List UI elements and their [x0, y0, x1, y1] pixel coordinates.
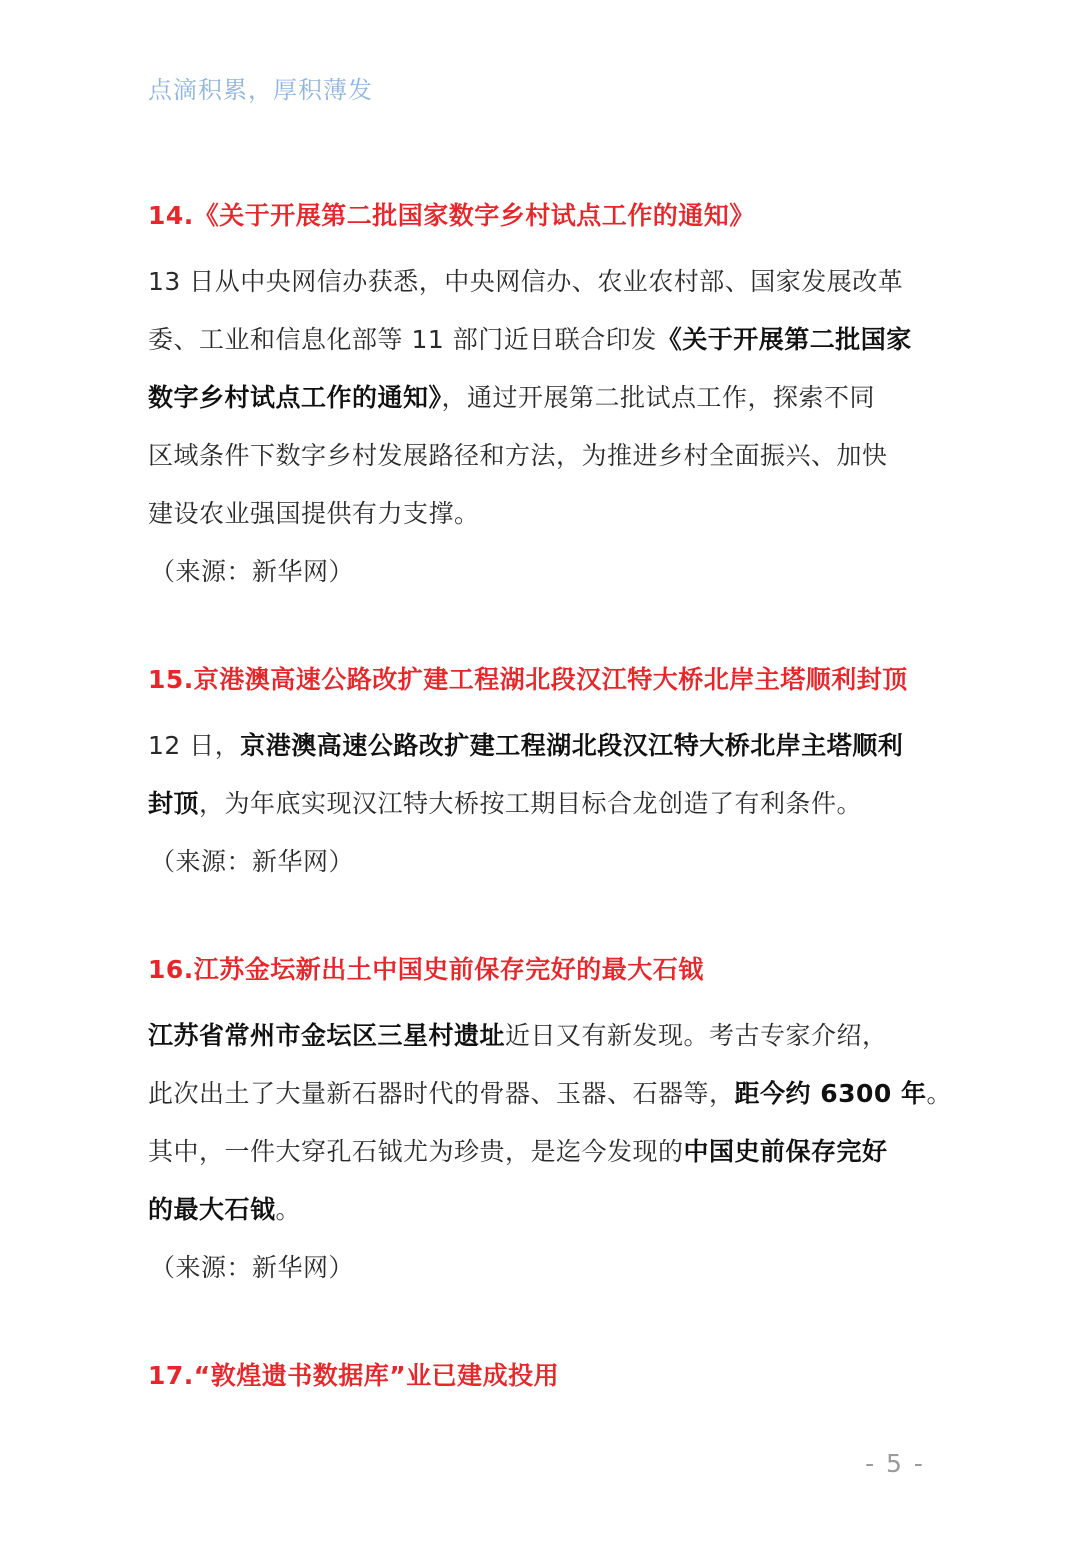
- body-line: 的最大石钺。: [148, 1195, 302, 1224]
- news-item-16: [148, 950, 953, 1297]
- body-line: 数字乡村试点工作的通知》，通过开展第二批试点工作，探索不同: [148, 383, 876, 412]
- body-line: 其中，一件大穿孔石钺尤为珍贵，是迄今发现的中国史前保存完好: [148, 1137, 888, 1166]
- body-line: 委、工业和信息化部等 11 部门近日联合印发《关于开展第二批国家: [148, 325, 912, 354]
- news-body: [148, 253, 938, 601]
- news-item-15: [148, 660, 938, 891]
- news-title: 15.京港澳高速公路改扩建工程湖北段汉江特大桥北岸主塔顺利封顶: [148, 665, 908, 694]
- body-line: 江苏省常州市金坛区三星村遗址近日又有新发现。考古专家介绍，: [148, 1021, 888, 1050]
- header-motto: 点滴积累，厚积薄发: [148, 76, 373, 104]
- news-source: （来源：新华网）: [150, 557, 355, 586]
- body-line: 13 日从中央网信办获悉，中央网信办、农业农村部、国家发展改革: [148, 267, 904, 296]
- news-title: 16.江苏金坛新出土中国史前保存完好的最大石钺: [148, 955, 704, 984]
- news-item-17: [148, 1356, 938, 1396]
- body-line: 建设农业强国提供有力支撑。: [148, 499, 480, 528]
- news-body: [148, 717, 938, 891]
- body-line: 此次出土了大量新石器时代的骨器、玉器、石器等，距今约 6300 年。: [148, 1079, 953, 1108]
- page-number: - 5 -: [865, 1449, 925, 1478]
- news-item-14: [148, 196, 938, 601]
- news-title: 17.“敦煌遗书数据库”业已建成投用: [148, 1361, 560, 1390]
- news-title: 14.《关于开展第二批国家数字乡村试点工作的通知》: [148, 201, 755, 230]
- news-source: （来源：新华网）: [150, 1253, 355, 1282]
- body-line: 12 日，京港澳高速公路改扩建工程湖北段汉江特大桥北岸主塔顺利: [148, 731, 904, 760]
- news-body: [148, 1007, 953, 1297]
- body-line: 区域条件下数字乡村发展路径和方法，为推进乡村全面振兴、加快: [148, 441, 888, 470]
- body-line: 封顶，为年底实现汉江特大桥按工期目标合龙创造了有利条件。: [148, 789, 863, 818]
- news-source: （来源：新华网）: [150, 847, 355, 876]
